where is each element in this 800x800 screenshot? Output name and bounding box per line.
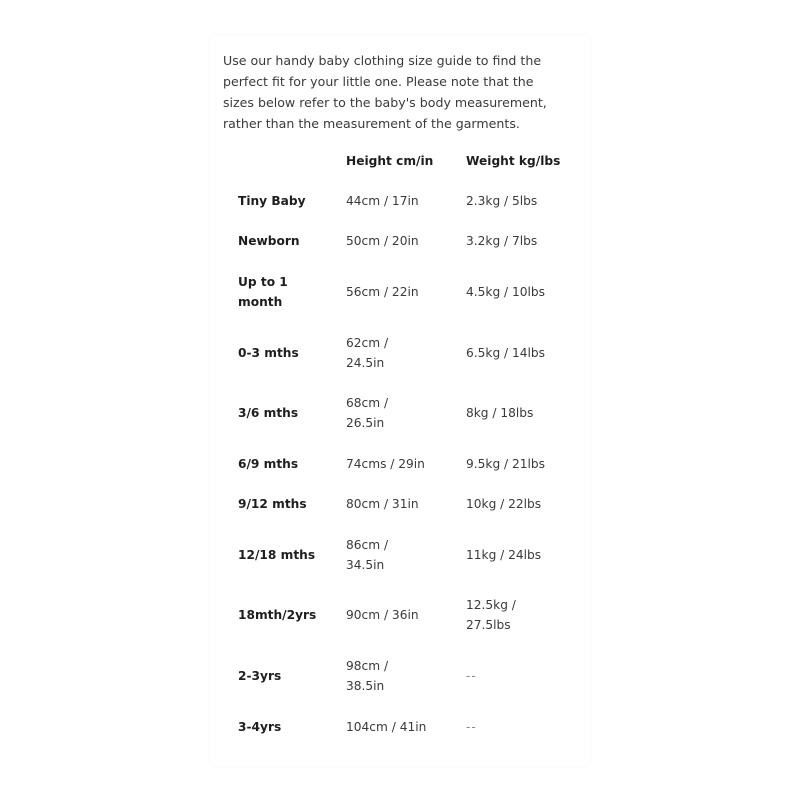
cell-size: [238, 666, 281, 686]
height-text: 56cm / 22in: [346, 285, 419, 299]
cell-height: [346, 717, 426, 737]
weight-text: 6.5kg / 14lbs: [466, 346, 546, 360]
cell-size: [238, 231, 300, 251]
cell-weight: [466, 282, 545, 302]
weight-text: --: [466, 720, 477, 734]
height-text: 104cm / 41in: [346, 720, 427, 734]
cell-size: [238, 605, 316, 625]
height-text: 26.5in: [346, 416, 385, 430]
weight-text: 4.5kg / 10lbs: [466, 285, 546, 299]
intro-line: perfect fit for your little one. Please note that the: [223, 74, 534, 89]
cell-weight: [466, 494, 541, 514]
cell-height: [346, 393, 388, 433]
height-text: 62cm /: [346, 336, 389, 350]
size-text: 2-3yrs: [238, 669, 282, 683]
size-text: 6/9 mths: [238, 457, 299, 471]
cell-size: [238, 272, 288, 312]
weight-text: 10kg / 22lbs: [466, 497, 542, 511]
size-text: 12/18 mths: [238, 548, 316, 562]
intro-line: Use our handy baby clothing size guide to find the: [223, 53, 542, 68]
intro-line: sizes below refer to the baby's body measurement,: [223, 95, 547, 110]
header-weight: Weight kg/lbs: [466, 154, 561, 168]
weight-text: --: [466, 669, 477, 683]
cell-size: [238, 403, 298, 423]
size-text: Tiny Baby: [238, 194, 306, 208]
intro-text: [223, 50, 583, 134]
size-text: 9/12 mths: [238, 497, 307, 511]
height-text: 24.5in: [346, 356, 385, 370]
size-text: Newborn: [238, 234, 300, 248]
cell-height: [346, 535, 388, 575]
cell-height: [346, 282, 419, 302]
height-text: 44cm / 17in: [346, 194, 419, 208]
cell-height: [346, 333, 388, 373]
weight-text: 27.5lbs: [466, 618, 511, 632]
weight-text: 9.5kg / 21lbs: [466, 457, 546, 471]
size-guide-card: [210, 36, 590, 766]
height-text: 34.5in: [346, 558, 385, 572]
cell-height: [346, 605, 419, 625]
weight-text: 3.2kg / 7lbs: [466, 234, 538, 248]
cell-size: [238, 494, 307, 514]
cell-weight: [466, 595, 516, 635]
height-text: 98cm /: [346, 659, 389, 673]
height-text: 80cm / 31in: [346, 497, 419, 511]
height-text: 74cms / 29in: [346, 457, 425, 471]
height-text: 38.5in: [346, 679, 385, 693]
size-text: 3/6 mths: [238, 406, 299, 420]
cell-size: [238, 191, 306, 211]
header-height: Height cm/in: [346, 154, 434, 168]
cell-height: [346, 656, 388, 696]
height-text: 50cm / 20in: [346, 234, 419, 248]
weight-text: 12.5kg /: [466, 598, 516, 612]
size-text: month: [238, 295, 283, 309]
size-text: Up to 1: [238, 275, 288, 289]
cell-weight: [466, 666, 477, 686]
size-text: 0-3 mths: [238, 346, 299, 360]
cell-height: [346, 191, 419, 211]
cell-weight: [466, 717, 477, 737]
cell-height: [346, 454, 425, 474]
weight-text: 8kg / 18lbs: [466, 406, 534, 420]
weight-text: 11kg / 24lbs: [466, 548, 542, 562]
cell-weight: [466, 231, 537, 251]
cell-weight: [466, 454, 545, 474]
cell-weight: [466, 191, 537, 211]
cell-weight: [466, 343, 545, 363]
height-text: 86cm /: [346, 538, 389, 552]
cell-size: [238, 717, 281, 737]
cell-size: [238, 343, 299, 363]
cell-height: [346, 231, 419, 251]
cell-height: [346, 494, 419, 514]
cell-size: [238, 545, 315, 565]
size-text: 18mth/2yrs: [238, 608, 317, 622]
cell-size: [238, 454, 298, 474]
intro-line: rather than the measurement of the garments.: [223, 116, 520, 131]
size-text: 3-4yrs: [238, 720, 282, 734]
height-text: 68cm /: [346, 396, 389, 410]
cell-weight: [466, 545, 541, 565]
weight-text: 2.3kg / 5lbs: [466, 194, 538, 208]
cell-weight: [466, 403, 533, 423]
height-text: 90cm / 36in: [346, 608, 419, 622]
